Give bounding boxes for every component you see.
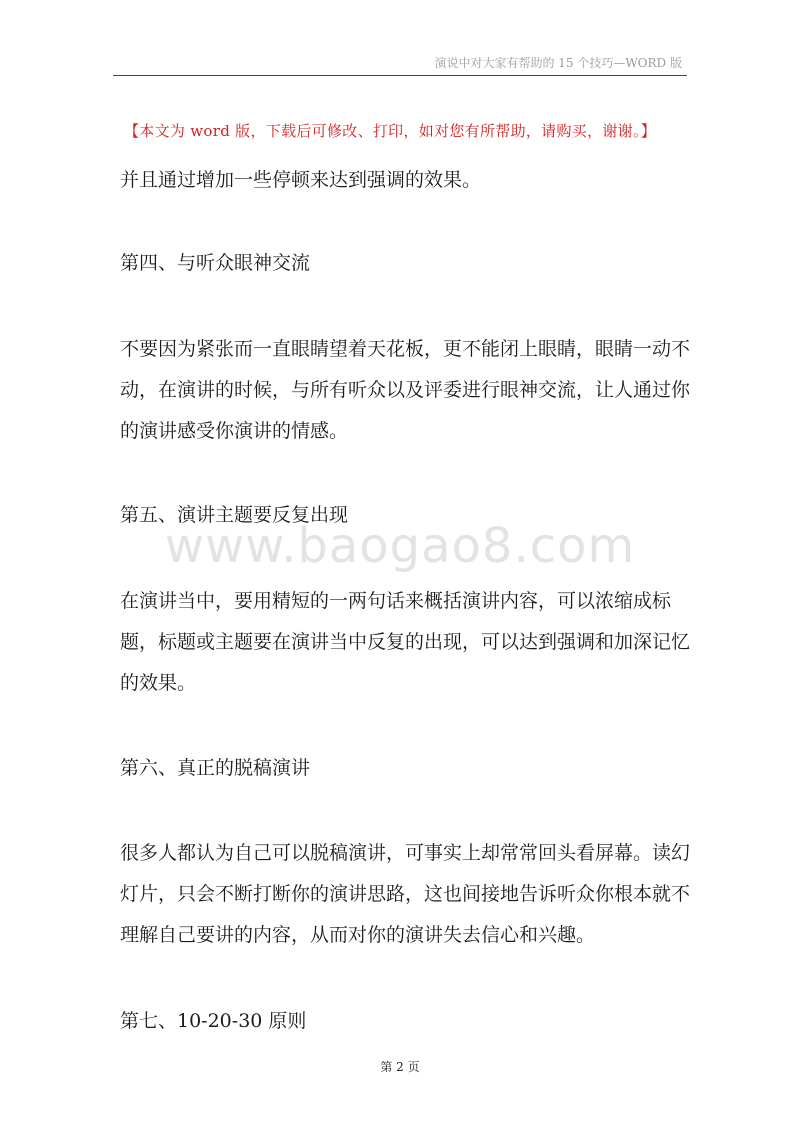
download-notice: 【本文为 word 版，下载后可修改、打印，如对您有所帮助，请购买，谢谢。】 <box>124 122 657 140</box>
section-heading-6: 第六、真正的脱稿演讲 <box>120 757 311 779</box>
section-heading-4: 第四、与听众眼神交流 <box>120 252 311 274</box>
header-divider <box>113 75 687 76</box>
page-number: 第 2 页 <box>380 1060 420 1074</box>
section-heading-5: 第五、演讲主题要反复出现 <box>120 504 349 526</box>
paragraph-3: 在演讲当中，要用精短的一两句话来概括演讲内容，可以浓缩成标题，标题或主题要在演讲当中反复的出现，可以达到强调和加深记忆的效果。 <box>120 590 691 694</box>
paragraph-2: 不要因为紧张而一直眼睛望着天花板，更不能闭上眼睛，眼睛一动不动，在演讲的时候，与所有听众以及评委进行眼神交流，让人通过你的演讲感受你演讲的情感。 <box>120 338 691 442</box>
paragraph-1: 并且通过增加一些停顿来达到强调的效果。 <box>120 169 482 191</box>
paragraph-4: 很多人都认为自己可以脱稿演讲，可事实上却常常回头看屏幕。读幻灯片，只会不断打断你的演讲思路，这也间接地告诉听众你根本就不理解自己要讲的内容，从而对你的演讲失去信心和兴趣。 <box>120 842 691 946</box>
section-heading-7: 第七、10-20-30 原则 <box>120 1010 307 1032</box>
watermark: www.baogao8.com <box>164 518 636 574</box>
page-header-title: 演说中对大家有帮助的 15 个技巧—WORD 版 <box>434 56 682 70</box>
